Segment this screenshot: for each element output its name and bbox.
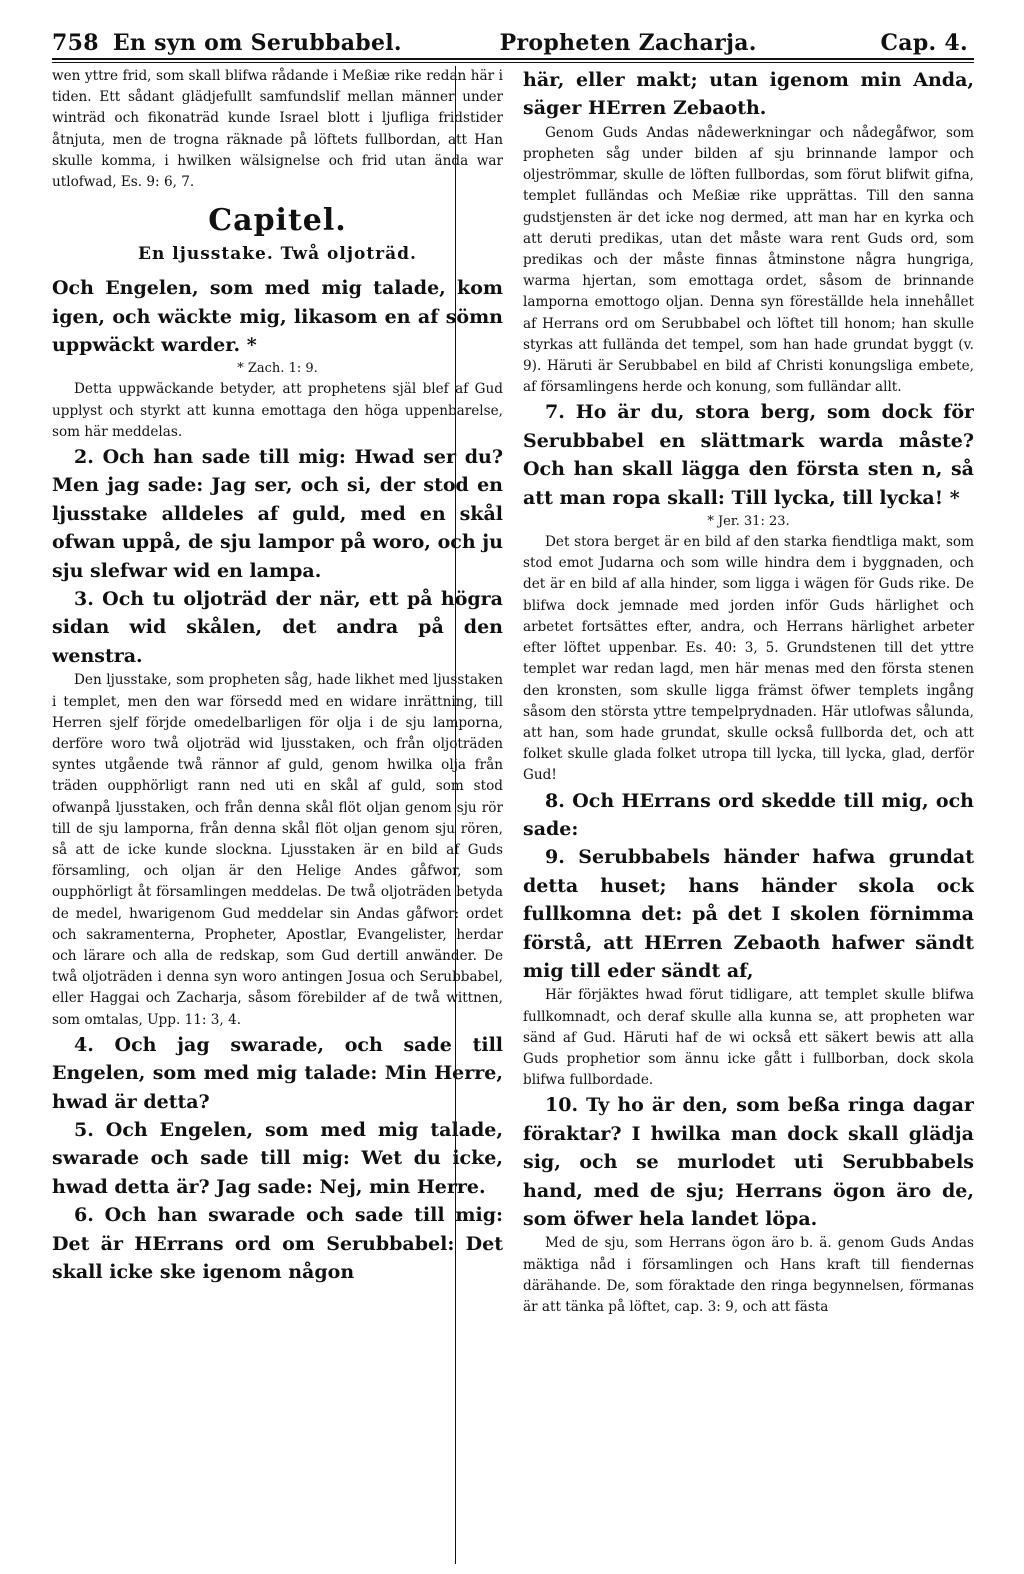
verse-4: 4. Och jag swarade, och sade till Engelen, som med mig talade: Min Herre, hwad är detta? <box>52 1033 503 1113</box>
commentary-paragraph: Med de sju, som Herrans ögon äro b. ä. genom Guds Andas mäktiga nåd i församlingen och Hans kraft till fiendernas därähande. De, som föraktade den ringa begynnelsen, förmanas är att tänka på löftet, cap. 3: 9, och att fästa <box>523 1235 974 1316</box>
verse-8: 8. Och HErrans ord skedde till mig, och sade: <box>523 789 974 840</box>
chapter-label: Cap. 4. <box>880 30 968 56</box>
cross-reference: * Zach. 1: 9. <box>237 361 318 377</box>
page-number: 758 <box>52 30 99 56</box>
book-title: Propheten Zacharja. <box>499 30 757 56</box>
commentary-paragraph: Här förjäktes hwad förut tidligare, att templet skulle blifwa fullkomnadt, och deraf skulle alla kunna se, att propheten war sänd af Gud. Häruti haf de wi också ett säkert bewis att alla Guds prophetior som ännu icke gått i fullborban, dock skola blifwa fullbordade. <box>523 987 974 1089</box>
chapter-summary: En ljusstake. Twå oljoträd. <box>138 244 417 265</box>
verse-6: 6. Och han swarade och sade till mig: Det är HErrans ord om Serubbabel: Det skall icke ske igenom någon <box>52 1204 503 1283</box>
verse-3: 3. Och tu oljoträd der när, ett på högra sidan wid skålen, det andra på den wenstra. <box>52 588 503 667</box>
commentary-paragraph: Det stora berget är en bild af den starka fiendtliga makt, som stod emot Judarna och som wille hindra dem i byggnaden, och det är en bild af alla hinder, som ligga i wägen för Guds rike. De blifwa dock jemnade med jorden inför Guds härlighet och arbetet fortsättes efter, andra, och Herrans härlighet arbeter efter löftet uppenbar. Es. 40: 3, 5. Grundstenen till det yttre templet war redan lagd, men här menas med den första stenen den kronsten, som skulle ligga främst öfwer templets ingång såsom den största yttre tempelprydnaden. Här utlofwas sålunda, att han, som hade grundat, skulle också fullborda det, och att folket skulle glada folket utropa till lycka, till lycka, glad, derför Gud! <box>523 534 974 784</box>
header-rule-thin <box>52 62 974 63</box>
commentary-paragraph: wen yttre frid, som skall blifwa rådande i Meßiæ rike redan här i tiden. Ett sådant glädjefullt samfundslif mellan männer under winträd och fikonaträd kunde Israel blott i ljufliga fridstider åtnjuta, men de trogna räknade på löftets fullbordan, att Han skulle komma, i hwilken wälsignelse och frid utan ända war utlofwad, Es. 9: 6, 7. <box>52 68 503 191</box>
verse-2: 2. Och han sade till mig: Hwad ser du? Men jag sade: Jag ser, och si, der stod en ljusstake alldeles af guld, med en skål ofwan uppå, de sju lampor på woro, och ju sju slefwar wid en lampa. <box>52 446 503 582</box>
verse-6-continued: här, eller makt; utan igenom min Anda, säger HErren Zebaoth. <box>523 69 974 120</box>
commentary-paragraph: Detta uppwäckande betyder, att prophetens själ blef af Gud upplyst och styrkt att kunna emottaga den höga uppenbarelse, som här meddelas. <box>52 381 503 440</box>
commentary-paragraph: Genom Guds Andas nådewerkningar och nådegåfwor, som propheten såg under bilden af sju brinnande lampor och oljeströmmar, skulle de löften fullbordas, som förut blifwit gifna, templet fulländas och Meßiæ rike upprättas. Till den sanna gudstjensten är det icke nog dermed, att man har en kyrka och att deruti predikas, utan det måste wara rent Guds ord, som predikas och der måste finnas åtminstone några hungriga, warma hjertan, som emottaga ordet, såsom de brinnande lamporna emottogo oljan. Denna syn föreställde hela innehållet af Herrans ord om Serubbabel och löftet till honom; han skulle styrkas att fullända det tempel, som han hade grundat byggt (v. 9). Häruti är Serubbabel en bild af Christi konungsliga embete, af församlingens herde och konung, som fulländar allt. <box>523 124 974 396</box>
verse-5: 5. Och Engelen, som med mig talade, swarade och sade till mig: Wet du icke, hwad detta är? Jag sade: Nej, min Herre. <box>52 1118 503 1198</box>
verse-7: 7. Ho är du, stora berg, som dock för Serubbabel en slättmark warda måste? Och han skall lägga den första sten n, så att man ropa skall: Till lycka, till lycka! * <box>523 401 974 509</box>
right-column <box>513 66 974 1564</box>
commentary-paragraph: Den ljusstake, som propheten såg, hade likhet med ljusstaken i templet, men den war försedd med en widare inrättning, till Herren sjelf förjde omedelbarligen för olja i de sju lamporna, derföre woro twå oljoträd wid ljusstaken, och från oljoträden syntes utgående twå rännor af guld, genom hwilka olja från träden oupphörligt rann ned uti en skål af guld, som stod ofwanpå ljusstaken, och från denna skål flöt oljan genom sju rör till de sju lamporna, från denna skål flöt oljan genom sju rören, så att de icke kunde slockna. Ljusstaken är en bild af Guds församling, och oljan är den Helige Andes gåfwor, som oupphörligt åt församlingen meddelas. De twå oljoträden betyda de medel, hwarigenom Gud meddelar sin Andas gåfwor: ordet och sakramenterna, Propheter, Apostlar, Evangelister, herdar och lärare och alla de redskap, som Gud dertill anwänder. De twå oljoträden i denna syn woro antingen Josua och Serubbabel, eller Haggai och Zacharja, såsom förebilder af de twå wittnen, som omtalas, Upp. 11: 3, 4. <box>52 672 503 1028</box>
left-column <box>52 66 513 1564</box>
verse-10: 10. Ty ho är den, som beßa ringa dagar föraktar? I hwilka man dock skall glädja sig, och se murlodet uti Serubbabels hand, med de sju; Herrans ögon äro de, som öfwer hela landet löpa. <box>523 1094 974 1230</box>
verse-1: Och Engelen, som med mig talade, kom igen, och wäckte mig, likasom en af sömn uppwäckt warder. * <box>52 277 503 357</box>
cross-reference: * Jer. 31: 23. <box>707 514 790 530</box>
chapter-heading: Capitel. <box>208 203 347 239</box>
header-rule <box>52 58 974 60</box>
verse-9: 9. Serubbabels händer hafwa grundat detta huset; hans händer skola ock fullkomna det: på det I skolen förnimma förstå, att HErren Zebaoth hafwer sändt mig till eder sändt af, <box>523 846 974 982</box>
two-column-body <box>52 66 974 1564</box>
running-title: En syn om Serubbabel. <box>112 30 402 56</box>
